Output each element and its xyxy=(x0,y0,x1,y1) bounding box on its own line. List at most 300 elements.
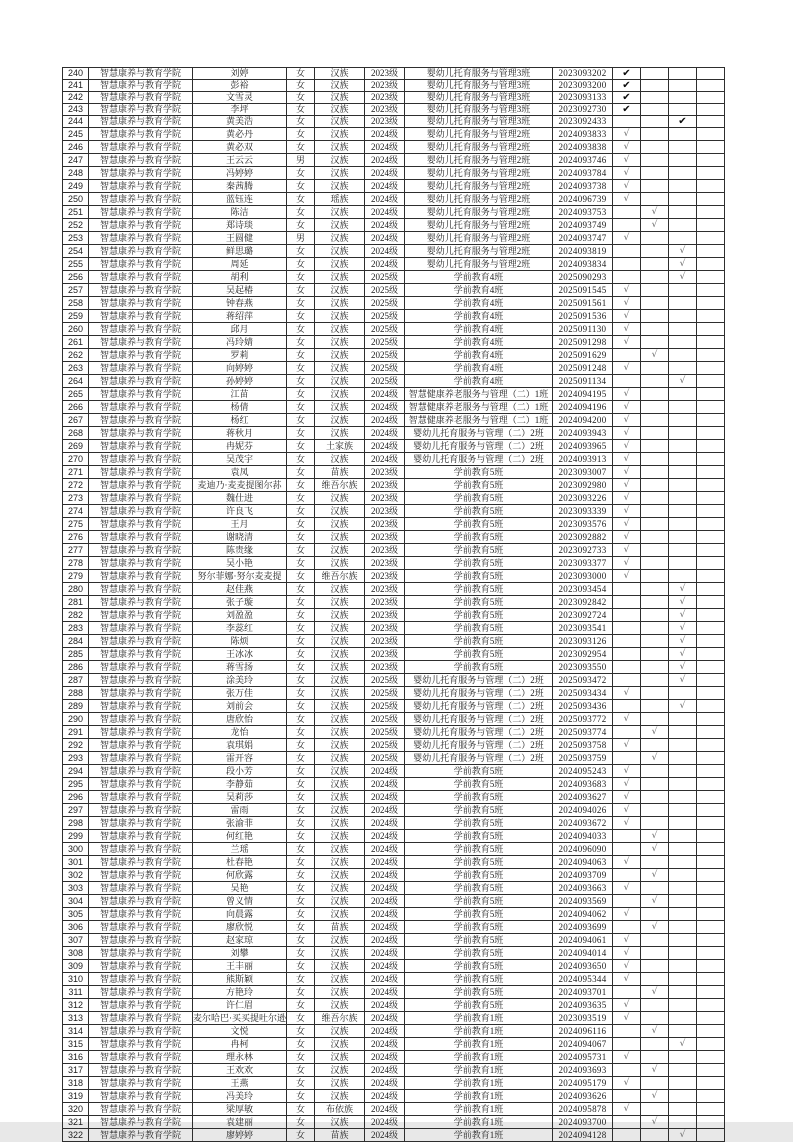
check-column-2-cell xyxy=(641,505,669,518)
grade-cell: 2024级 xyxy=(365,1012,405,1025)
grade-cell: 2024级 xyxy=(365,193,405,206)
check-column-4-cell xyxy=(697,141,725,154)
gender-cell: 女 xyxy=(287,193,315,206)
table-row xyxy=(63,635,725,648)
check-column-3-cell xyxy=(669,258,697,271)
table-row xyxy=(63,1025,725,1038)
check-column-1-cell xyxy=(613,713,641,726)
table-row xyxy=(63,1012,725,1025)
class-cell: 学前教育4班 xyxy=(405,336,553,349)
grade-cell: 2024级 xyxy=(365,960,405,973)
table-row xyxy=(63,297,725,310)
check-column-1-cell xyxy=(613,674,641,687)
grade-cell: 2024级 xyxy=(365,830,405,843)
check-column-1-cell xyxy=(613,648,641,661)
row-index-cell: 267 xyxy=(63,414,89,427)
table-row xyxy=(63,674,725,687)
check-column-3-cell xyxy=(669,726,697,739)
check-column-1-cell xyxy=(613,635,641,648)
check-column-4-cell xyxy=(697,1103,725,1116)
class-cell: 学前教育5班 xyxy=(405,635,553,648)
class-cell: 婴幼儿托育服务与管理2班 xyxy=(405,128,553,141)
grade-cell: 2023级 xyxy=(365,661,405,674)
name-cell: 冯婷婷 xyxy=(193,167,287,180)
checkmark-icon: ✔ xyxy=(622,68,631,79)
ethnicity-cell: 汉族 xyxy=(315,960,365,973)
college-cell: 智慧康养与教育学院 xyxy=(89,505,193,518)
name-cell: 文雪灵 xyxy=(193,92,287,104)
student-id-cell: 2024094195 xyxy=(553,388,613,401)
ethnicity-cell: 汉族 xyxy=(315,1090,365,1103)
name-cell: 何欣露 xyxy=(193,869,287,882)
class-cell: 学前教育1班 xyxy=(405,1012,553,1025)
check-column-4-cell xyxy=(697,635,725,648)
student-id-cell: 2024093635 xyxy=(553,999,613,1012)
check-column-1-cell xyxy=(613,869,641,882)
row-index-cell: 289 xyxy=(63,700,89,713)
gender-cell: 女 xyxy=(287,960,315,973)
name-cell: 向婷婷 xyxy=(193,362,287,375)
checkmark-icon: √ xyxy=(679,675,686,685)
college-cell: 智慧康养与教育学院 xyxy=(89,284,193,297)
check-column-1-cell xyxy=(613,1090,641,1103)
college-cell: 智慧康养与教育学院 xyxy=(89,1129,193,1142)
college-cell: 智慧康养与教育学院 xyxy=(89,68,193,80)
check-column-4-cell xyxy=(697,531,725,544)
checkmark-icon: √ xyxy=(623,558,630,568)
check-column-1-cell xyxy=(613,80,641,92)
college-cell: 智慧康养与教育学院 xyxy=(89,180,193,193)
table-row xyxy=(63,466,725,479)
table-row xyxy=(63,401,725,414)
college-cell: 智慧康养与教育学院 xyxy=(89,1025,193,1038)
name-cell: 陈洁 xyxy=(193,206,287,219)
checkmark-icon: √ xyxy=(623,298,630,308)
row-index-cell: 316 xyxy=(63,1051,89,1064)
table-row xyxy=(63,960,725,973)
ethnicity-cell: 汉族 xyxy=(315,388,365,401)
check-column-1-cell xyxy=(613,193,641,206)
check-column-3-cell xyxy=(669,427,697,440)
check-column-1-cell xyxy=(613,882,641,895)
student-id-cell: 2025091298 xyxy=(553,336,613,349)
checkmark-icon: √ xyxy=(623,519,630,529)
college-cell: 智慧康养与教育学院 xyxy=(89,1090,193,1103)
check-column-4-cell xyxy=(697,869,725,882)
gender-cell: 女 xyxy=(287,310,315,323)
check-column-2-cell xyxy=(641,349,669,362)
ethnicity-cell: 汉族 xyxy=(315,453,365,466)
ethnicity-cell: 汉族 xyxy=(315,80,365,92)
grade-cell: 2025级 xyxy=(365,726,405,739)
check-column-1-cell xyxy=(613,336,641,349)
check-column-4-cell xyxy=(697,388,725,401)
checkmark-icon: √ xyxy=(679,584,686,594)
ethnicity-cell: 汉族 xyxy=(315,1051,365,1064)
check-column-2-cell xyxy=(641,986,669,999)
check-column-3-cell xyxy=(669,882,697,895)
grade-cell: 2024级 xyxy=(365,258,405,271)
check-column-1-cell xyxy=(613,1077,641,1090)
check-column-3-cell xyxy=(669,180,697,193)
class-cell: 婴幼儿托育服务与管理（二）2班 xyxy=(405,726,553,739)
college-cell: 智慧康养与教育学院 xyxy=(89,557,193,570)
checkmark-icon: √ xyxy=(679,662,686,672)
name-cell: 刘婷 xyxy=(193,68,287,80)
check-column-2-cell xyxy=(641,401,669,414)
check-column-2-cell xyxy=(641,427,669,440)
check-column-2-cell xyxy=(641,1103,669,1116)
college-cell: 智慧康养与教育学院 xyxy=(89,310,193,323)
checkmark-icon: √ xyxy=(623,337,630,347)
name-cell: 袁凤 xyxy=(193,466,287,479)
class-cell: 学前教育5班 xyxy=(405,973,553,986)
grade-cell: 2023级 xyxy=(365,104,405,116)
class-cell: 学前教育1班 xyxy=(405,1129,553,1142)
check-column-4-cell xyxy=(697,427,725,440)
check-column-3-cell xyxy=(669,934,697,947)
check-column-2-cell xyxy=(641,622,669,635)
checkmark-icon: √ xyxy=(679,623,686,633)
row-index-cell: 251 xyxy=(63,206,89,219)
student-id-cell: 2024093701 xyxy=(553,986,613,999)
college-cell: 智慧康养与教育学院 xyxy=(89,778,193,791)
row-index-cell: 304 xyxy=(63,895,89,908)
row-index-cell: 248 xyxy=(63,167,89,180)
student-id-cell: 2023093519 xyxy=(553,1012,613,1025)
checkmark-icon: √ xyxy=(623,389,630,399)
student-id-cell: 2024093569 xyxy=(553,895,613,908)
name-cell: 龙怡 xyxy=(193,726,287,739)
gender-cell: 女 xyxy=(287,700,315,713)
college-cell: 智慧康养与教育学院 xyxy=(89,245,193,258)
row-index-cell: 263 xyxy=(63,362,89,375)
checkmark-icon: √ xyxy=(623,805,630,815)
check-column-4-cell xyxy=(697,219,725,232)
name-cell: 冉柯 xyxy=(193,1038,287,1051)
ethnicity-cell: 汉族 xyxy=(315,154,365,167)
name-cell: 袁建丽 xyxy=(193,1116,287,1129)
check-column-1-cell xyxy=(613,960,641,973)
college-cell: 智慧康养与教育学院 xyxy=(89,349,193,362)
check-column-4-cell xyxy=(697,791,725,804)
name-cell: 张渝菲 xyxy=(193,817,287,830)
check-column-3-cell xyxy=(669,1064,697,1077)
grade-cell: 2024级 xyxy=(365,765,405,778)
name-cell: 兰瑶 xyxy=(193,843,287,856)
row-index-cell: 286 xyxy=(63,661,89,674)
gender-cell: 女 xyxy=(287,570,315,583)
gender-cell: 女 xyxy=(287,219,315,232)
college-cell: 智慧康养与教育学院 xyxy=(89,635,193,648)
table-row xyxy=(63,947,725,960)
check-column-3-cell xyxy=(669,570,697,583)
check-column-2-cell xyxy=(641,960,669,973)
student-id-cell: 2023092733 xyxy=(553,544,613,557)
student-id-cell: 2025093472 xyxy=(553,674,613,687)
check-column-1-cell xyxy=(613,726,641,739)
student-id-cell: 2025091130 xyxy=(553,323,613,336)
college-cell: 智慧康养与教育学院 xyxy=(89,116,193,128)
ethnicity-cell: 汉族 xyxy=(315,141,365,154)
name-cell: 向晨露 xyxy=(193,908,287,921)
table-row xyxy=(63,752,725,765)
check-column-3-cell xyxy=(669,622,697,635)
ethnicity-cell: 瑶族 xyxy=(315,193,365,206)
name-cell: 蒋绍萍 xyxy=(193,310,287,323)
check-column-3-cell xyxy=(669,104,697,116)
college-cell: 智慧康养与教育学院 xyxy=(89,596,193,609)
table-row xyxy=(63,323,725,336)
checkmark-icon: √ xyxy=(651,896,658,906)
college-cell: 智慧康养与教育学院 xyxy=(89,414,193,427)
checkmark-icon: √ xyxy=(623,285,630,295)
grade-cell: 2023级 xyxy=(365,479,405,492)
check-column-3-cell xyxy=(669,349,697,362)
checkmark-icon: √ xyxy=(651,753,658,763)
gender-cell: 女 xyxy=(287,167,315,180)
class-cell: 学前教育5班 xyxy=(405,765,553,778)
check-column-1-cell xyxy=(613,791,641,804)
check-column-3-cell xyxy=(669,68,697,80)
college-cell: 智慧康养与教育学院 xyxy=(89,700,193,713)
college-cell: 智慧康养与教育学院 xyxy=(89,427,193,440)
class-cell: 学前教育5班 xyxy=(405,934,553,947)
check-column-4-cell xyxy=(697,843,725,856)
student-id-cell: 2024094063 xyxy=(553,856,613,869)
row-index-cell: 321 xyxy=(63,1116,89,1129)
check-column-1-cell xyxy=(613,934,641,947)
check-column-3-cell xyxy=(669,947,697,960)
check-column-1-cell xyxy=(613,1025,641,1038)
checkmark-icon: √ xyxy=(623,818,630,828)
check-column-1-cell xyxy=(613,323,641,336)
name-cell: 熊斯颖 xyxy=(193,973,287,986)
ethnicity-cell: 汉族 xyxy=(315,856,365,869)
table-row xyxy=(63,739,725,752)
table-row xyxy=(63,843,725,856)
class-cell: 婴幼儿托育服务与管理2班 xyxy=(405,206,553,219)
checkmark-icon: √ xyxy=(623,142,630,152)
row-index-cell: 278 xyxy=(63,557,89,570)
grade-cell: 2023级 xyxy=(365,648,405,661)
gender-cell: 女 xyxy=(287,1103,315,1116)
grade-cell: 2024级 xyxy=(365,778,405,791)
check-column-2-cell xyxy=(641,947,669,960)
check-column-4-cell xyxy=(697,271,725,284)
class-cell: 学前教育5班 xyxy=(405,531,553,544)
check-column-3-cell xyxy=(669,245,697,258)
student-id-cell: 2024095878 xyxy=(553,1103,613,1116)
grade-cell: 2024级 xyxy=(365,973,405,986)
table-row xyxy=(63,765,725,778)
ethnicity-cell: 汉族 xyxy=(315,908,365,921)
name-cell: 谢晓清 xyxy=(193,531,287,544)
college-cell: 智慧康养与教育学院 xyxy=(89,1116,193,1129)
check-column-3-cell xyxy=(669,310,697,323)
college-cell: 智慧康养与教育学院 xyxy=(89,80,193,92)
class-cell: 学前教育5班 xyxy=(405,466,553,479)
gender-cell: 女 xyxy=(287,973,315,986)
gender-cell: 女 xyxy=(287,856,315,869)
check-column-3-cell xyxy=(669,193,697,206)
checkmark-icon: √ xyxy=(623,714,630,724)
grade-cell: 2023级 xyxy=(365,92,405,104)
student-id-cell: 2024095344 xyxy=(553,973,613,986)
checkmark-icon: √ xyxy=(623,883,630,893)
check-column-2-cell xyxy=(641,414,669,427)
ethnicity-cell: 汉族 xyxy=(315,1077,365,1090)
checkmark-icon: √ xyxy=(623,545,630,555)
checkmark-icon: √ xyxy=(623,1000,630,1010)
class-cell: 学前教育5班 xyxy=(405,830,553,843)
ethnicity-cell: 汉族 xyxy=(315,258,365,271)
ethnicity-cell: 汉族 xyxy=(315,882,365,895)
ethnicity-cell: 汉族 xyxy=(315,167,365,180)
table-row xyxy=(63,505,725,518)
grade-cell: 2023级 xyxy=(365,116,405,128)
row-index-cell: 246 xyxy=(63,141,89,154)
check-column-3-cell xyxy=(669,1103,697,1116)
checkmark-icon: √ xyxy=(679,246,686,256)
table-row xyxy=(63,648,725,661)
grade-cell: 2024级 xyxy=(365,869,405,882)
check-column-2-cell xyxy=(641,635,669,648)
check-column-3-cell xyxy=(669,284,697,297)
check-column-4-cell xyxy=(697,1051,725,1064)
college-cell: 智慧康养与教育学院 xyxy=(89,570,193,583)
check-column-2-cell xyxy=(641,375,669,388)
name-cell: 吴起椿 xyxy=(193,284,287,297)
class-cell: 婴幼儿托育服务与管理3班 xyxy=(405,104,553,116)
check-column-1-cell xyxy=(613,817,641,830)
student-id-cell: 2024093749 xyxy=(553,219,613,232)
check-column-3-cell xyxy=(669,466,697,479)
table-row xyxy=(63,1090,725,1103)
ethnicity-cell: 苗族 xyxy=(315,1129,365,1142)
check-column-2-cell xyxy=(641,752,669,765)
table-row xyxy=(63,104,725,116)
gender-cell: 女 xyxy=(287,505,315,518)
college-cell: 智慧康养与教育学院 xyxy=(89,297,193,310)
row-index-cell: 268 xyxy=(63,427,89,440)
check-column-1-cell xyxy=(613,68,641,80)
gender-cell: 女 xyxy=(287,882,315,895)
grade-cell: 2024级 xyxy=(365,128,405,141)
check-column-1-cell xyxy=(613,557,641,570)
check-column-3-cell xyxy=(669,752,697,765)
row-index-cell: 243 xyxy=(63,104,89,116)
ethnicity-cell: 苗族 xyxy=(315,921,365,934)
checkmark-icon: √ xyxy=(623,571,630,581)
grade-cell: 2025级 xyxy=(365,739,405,752)
checkmark-icon: ✔ xyxy=(622,92,631,103)
check-column-4-cell xyxy=(697,817,725,830)
check-column-1-cell xyxy=(613,739,641,752)
name-cell: 王丰丽 xyxy=(193,960,287,973)
ethnicity-cell: 汉族 xyxy=(315,336,365,349)
gender-cell: 女 xyxy=(287,817,315,830)
check-column-1-cell xyxy=(613,570,641,583)
check-column-2-cell xyxy=(641,778,669,791)
gender-cell: 女 xyxy=(287,791,315,804)
name-cell: 曾义情 xyxy=(193,895,287,908)
checkmark-icon: √ xyxy=(623,129,630,139)
class-cell: 学前教育5班 xyxy=(405,505,553,518)
ethnicity-cell: 汉族 xyxy=(315,349,365,362)
table-row xyxy=(63,778,725,791)
check-column-2-cell xyxy=(641,80,669,92)
row-index-cell: 296 xyxy=(63,791,89,804)
check-column-2-cell xyxy=(641,180,669,193)
check-column-1-cell xyxy=(613,518,641,531)
grade-cell: 2023级 xyxy=(365,635,405,648)
name-cell: 杨红 xyxy=(193,414,287,427)
ethnicity-cell: 汉族 xyxy=(315,401,365,414)
ethnicity-cell: 汉族 xyxy=(315,557,365,570)
gender-cell: 女 xyxy=(287,518,315,531)
check-column-2-cell xyxy=(641,700,669,713)
check-column-4-cell xyxy=(697,830,725,843)
college-cell: 智慧康养与教育学院 xyxy=(89,661,193,674)
row-index-cell: 275 xyxy=(63,518,89,531)
check-column-3-cell xyxy=(669,817,697,830)
check-column-3-cell xyxy=(669,791,697,804)
student-id-cell: 2025091545 xyxy=(553,284,613,297)
class-cell: 婴幼儿托育服务与管理（二）2班 xyxy=(405,752,553,765)
row-index-cell: 249 xyxy=(63,180,89,193)
check-column-4-cell xyxy=(697,570,725,583)
student-id-cell: 2023093126 xyxy=(553,635,613,648)
checkmark-icon: √ xyxy=(679,610,686,620)
name-cell: 张万佳 xyxy=(193,687,287,700)
row-index-cell: 294 xyxy=(63,765,89,778)
grade-cell: 2024级 xyxy=(365,414,405,427)
row-index-cell: 314 xyxy=(63,1025,89,1038)
name-cell: 鲜思璐 xyxy=(193,245,287,258)
gender-cell: 女 xyxy=(287,648,315,661)
college-cell: 智慧康养与教育学院 xyxy=(89,947,193,960)
name-cell: 王欢欢 xyxy=(193,1064,287,1077)
check-column-2-cell xyxy=(641,1012,669,1025)
name-cell: 秦茜腾 xyxy=(193,180,287,193)
gender-cell: 女 xyxy=(287,986,315,999)
check-column-1-cell xyxy=(613,271,641,284)
student-id-cell: 2023093377 xyxy=(553,557,613,570)
row-index-cell: 283 xyxy=(63,622,89,635)
check-column-2-cell xyxy=(641,297,669,310)
grade-cell: 2024级 xyxy=(365,895,405,908)
student-id-cell: 2024093834 xyxy=(553,258,613,271)
checkmark-icon: √ xyxy=(651,922,658,932)
gender-cell: 女 xyxy=(287,206,315,219)
name-cell: 黄必丹 xyxy=(193,128,287,141)
check-column-2-cell xyxy=(641,310,669,323)
checkmark-icon: √ xyxy=(623,740,630,750)
check-column-2-cell xyxy=(641,1090,669,1103)
check-column-4-cell xyxy=(697,622,725,635)
check-column-2-cell xyxy=(641,92,669,104)
gender-cell: 女 xyxy=(287,895,315,908)
ethnicity-cell: 汉族 xyxy=(315,583,365,596)
check-column-1-cell xyxy=(613,427,641,440)
check-column-2-cell xyxy=(641,817,669,830)
college-cell: 智慧康养与教育学院 xyxy=(89,765,193,778)
check-column-1-cell xyxy=(613,687,641,700)
class-cell: 婴幼儿托育服务与管理（二）2班 xyxy=(405,427,553,440)
grade-cell: 2025级 xyxy=(365,336,405,349)
row-index-cell: 260 xyxy=(63,323,89,336)
